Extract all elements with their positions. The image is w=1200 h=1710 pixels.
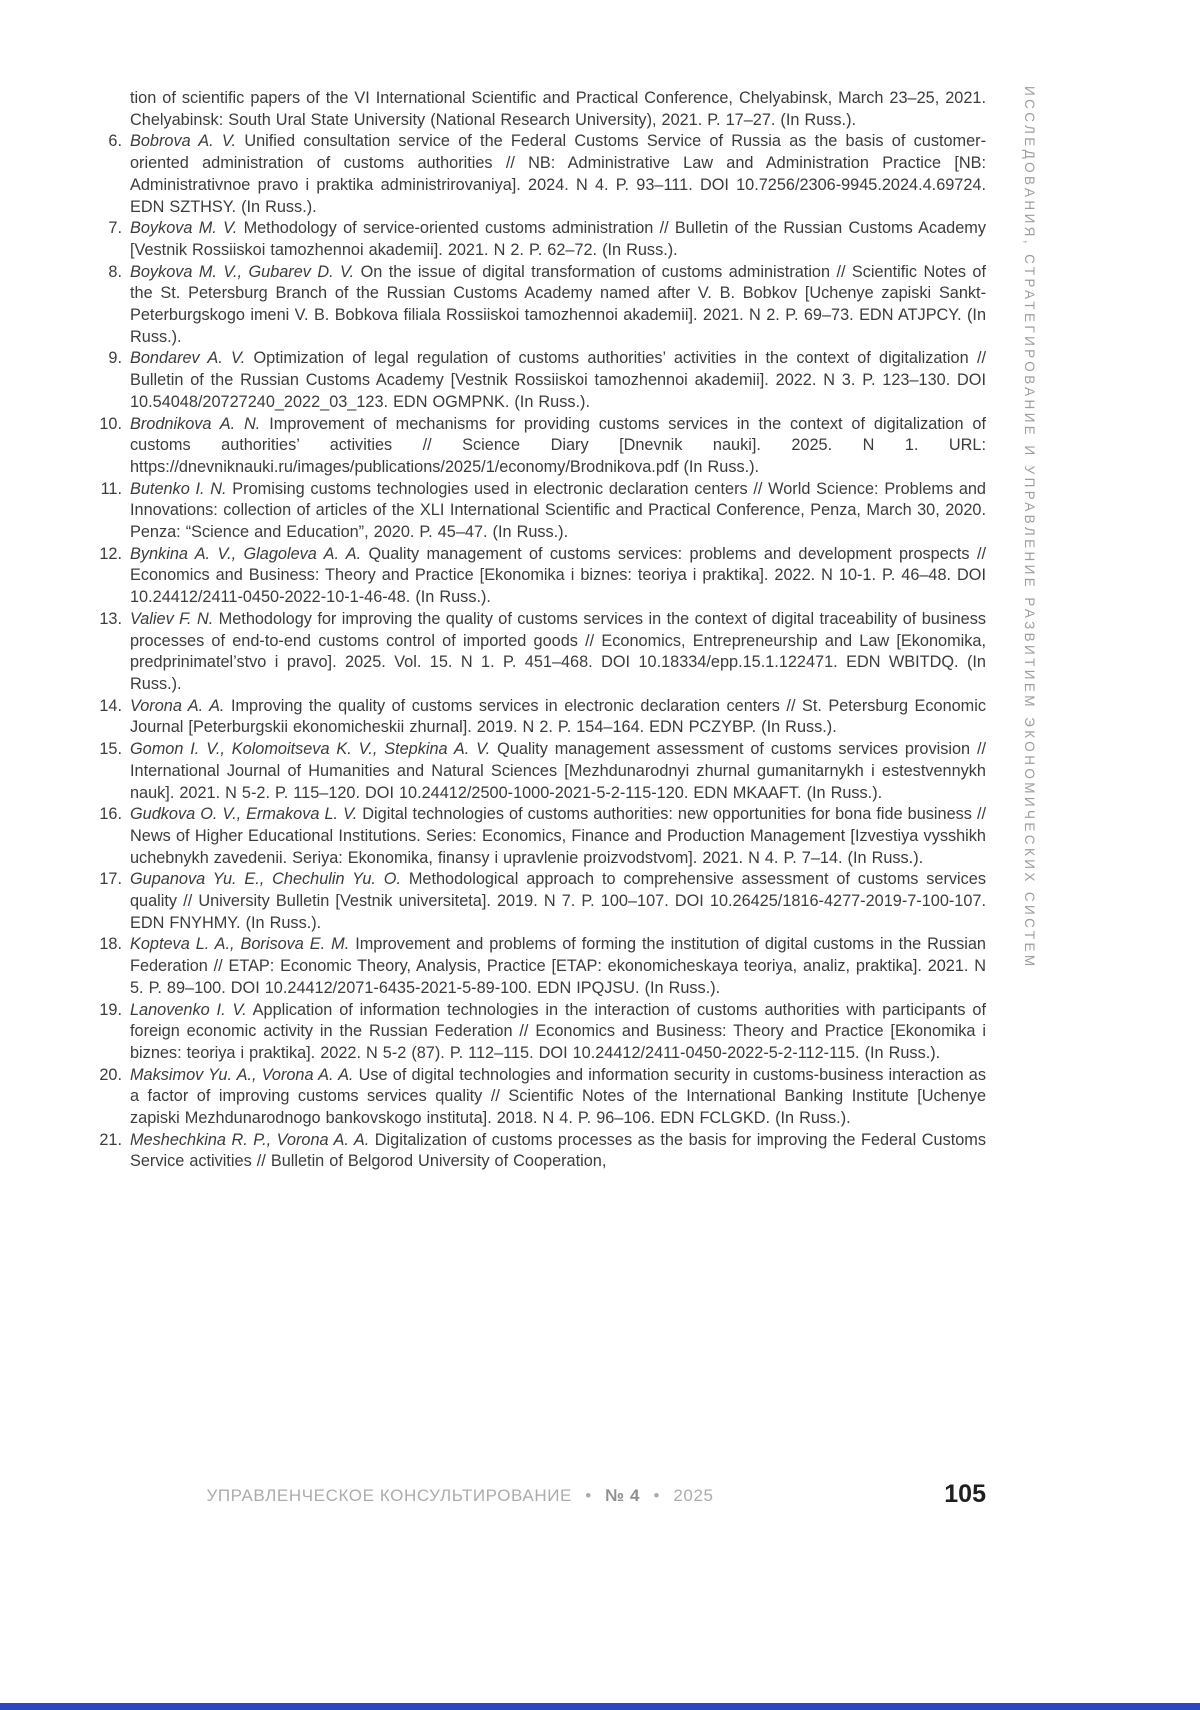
reference-text: Boykova M. V. Methodology of service-oriented customs administration // Bulletin of the Russian Customs Academy [Vestnik Rossiiskoi tamozhennoi akademii]. 2021. N 2. P. 62–72. (In Russ.).	[130, 219, 986, 259]
reference-number: 19.	[99, 1000, 122, 1019]
journal-title: УПРАВЛЕНЧЕСКОЕ КОНСУЛЬТИРОВАНИЕ	[206, 1486, 572, 1505]
reference-item	[94, 479, 986, 544]
reference-item	[94, 869, 986, 934]
reference-item	[94, 262, 986, 349]
reference-number: 20.	[99, 1065, 122, 1084]
reference-authors: Bondarev A. V.	[130, 349, 246, 368]
issue-year: 2025	[673, 1486, 714, 1505]
reference-item	[94, 348, 986, 413]
reference-authors: Gomon I. V., Kolomoitseva K. V., Stepkina A. V.	[130, 740, 491, 759]
section-sidebar-label: ИССЛЕДОВАНИЯ, СТРАТЕГИРОВАНИЕ И УПРАВЛЕНИЕ РАЗВИТИЕМ ЭКОНОМИЧЕСКИХ СИСТЕМ	[1022, 86, 1037, 970]
reference-item	[94, 218, 986, 261]
reference-number	[94, 88, 122, 131]
bottom-accent-bar	[0, 1703, 1200, 1710]
reference-authors: Meshechkina R. P., Vorona A. A.	[130, 1130, 370, 1149]
reference-text: Gupanova Yu. E., Chechulin Yu. O. Methodological approach to comprehensive assessment of customs services quality // University Bulletin [Vestnik universiteta]. 2019. N 7. P. 100–107. DOI 10.26425/1816-4277-2019-7-100-107. EDN FNYHMY. (In Russ.).	[130, 870, 986, 932]
reference-authors: Boykova M. V.	[130, 219, 238, 238]
reference-text: Valiev F. N. Methodology for improving the quality of customs services in the context of digital traceability of business processes of end-to-end customs control of imported goods // Economics, Entrepreneurship and Law [Ekonomika, predprinimatel’stvo i pravo]. 2025. Vol. 15. N 1. P. 451–468. DOI 10.18334/epp.15.1.122471. EDN WBITDQ. (In Russ.).	[130, 609, 987, 693]
reference-text: Boykova M. V., Gubarev D. V. On the issue of digital transformation of customs administration // Scientific Notes of the St. Petersburg Branch of the Russian Customs Academy named after V. B. Bobkov [Uchenye zapiski Sankt-Peterburgskogo imeni V. B. Bobkova filiala Rossiiskoi tamozhennoi akademii]. 2021. N 2. P. 69–73. EDN ATJPCY. (In Russ.).	[130, 262, 987, 346]
reference-text: Butenko I. N. Promising customs technologies used in electronic declaration centers // World Science: Problems and Innovations: collection of articles of the XLI International Scientific and Practical Conference, Penza, March 30, 2020. Penza: “Science and Education”, 2020. P. 45–47. (In Russ.).	[130, 479, 986, 542]
reference-item	[94, 1000, 986, 1065]
references-list	[94, 88, 986, 1173]
reference-authors: Gupanova Yu. E., Chechulin Yu. O.	[130, 870, 401, 889]
reference-number: 12.	[99, 544, 122, 563]
reference-number: 14.	[99, 696, 122, 715]
reference-authors: Brodnikova A. N.	[130, 414, 261, 433]
reference-item	[94, 804, 986, 869]
footer-journal-line	[94, 1486, 986, 1506]
reference-authors: Butenko I. N.	[130, 479, 227, 498]
reference-item	[94, 609, 986, 696]
reference-number: 15.	[99, 740, 122, 759]
reference-item	[94, 1065, 986, 1130]
reference-text: Kopteva L. A., Borisova E. M. Improvement and problems of forming the institution of digital customs in the Russian Federation // ETAP: Economic Theory, Analysis, Practice [ETAP: ekonomicheskaya teoriya, analiz, praktika]. 2021. N 5. P. 89–100. DOI 10.24412/2071-6435-2021-5-89-100. EDN IPQJSU. (In Russ.).	[130, 935, 986, 997]
reference-authors: Vorona A. A.	[130, 696, 225, 715]
issue-number: № 4	[605, 1486, 641, 1505]
reference-text: Bondarev A. V. Optimization of legal regulation of customs authorities’ activities in the context of digitalization // Bulletin of the Russian Customs Academy [Vestnik Rossiiskoi tamozhennoi akademii]. 2022. N 3. P. 123–130. DOI 10.54048/20727240_2022_03_123. EDN OGMPNK. (In Russ.).	[130, 349, 986, 411]
reference-authors: Gudkova O. V., Ermakova L. V.	[130, 805, 358, 824]
reference-number: 13.	[99, 609, 122, 628]
reference-authors: Valiev F. N.	[130, 609, 214, 628]
reference-text: Maksimov Yu. A., Vorona A. A. Use of digital technologies and information security in customs-business interaction as a factor of improving customs services quality // Scientific Notes of the International Banking Institute [Uchenye zapiski Mezhdunarodnogo bankovskogo instituta]. 2018. N 4. P. 96–106. EDN FCLGKD. (In Russ.).	[130, 1065, 986, 1128]
reference-number: 7.	[108, 219, 122, 238]
reference-item	[94, 131, 986, 218]
reference-text: Brodnikova A. N. Improvement of mechanisms for providing customs services in the context of digitalization of customs authorities’ activities // Science Diary [Dnevnik nauki]. 2025. N 1. URL: https://dnevniknauki.ru/images/publications/2025/1/economy/Brodnikova.pdf (In Russ.).	[130, 414, 987, 476]
reference-authors: Boykova M. V., Gubarev D. V.	[130, 262, 355, 281]
reference-number: 16.	[99, 805, 122, 824]
reference-number: 8.	[108, 262, 122, 281]
reference-text: Vorona A. A. Improving the quality of customs services in electronic declaration centers // St. Petersburg Economic Journal [Peterburgskii ekonomicheskii zhurnal]. 2019. N 2. P. 154–164. EDN PCZYBP. (In Russ.).	[130, 696, 986, 737]
reference-items	[94, 131, 986, 1173]
reference-text: Gomon I. V., Kolomoitseva K. V., Stepkina A. V. Quality management assessment of customs services provision // International Journal of Humanities and Natural Sciences [Mezhdunarodnyi zhurnal gumanitarnykh i estestvennykh nauk]. 2021. N 5-2. P. 115–120. DOI 10.24412/2500-1000-2021-5-2-115-120. EDN MKAAFT. (In Russ.).	[130, 740, 987, 802]
reference-authors: Lanovenko I. V.	[130, 1000, 247, 1019]
reference-number: 9.	[108, 349, 122, 368]
reference-authors: Maksimov Yu. A., Vorona A. A.	[130, 1065, 354, 1084]
reference-text: Bynkina A. V., Glagoleva A. A. Quality management of customs services: problems and development prospects // Economics and Business: Theory and Practice [Ekonomika i biznes: teoriya i praktika]. 2022. N 10-1. P. 46–48. DOI 10.24412/2411-0450-2022-10-1-46-48. (In Russ.).	[130, 544, 986, 607]
reference-item	[94, 934, 986, 999]
reference-authors: Bobrova A. V.	[130, 132, 237, 151]
reference-item	[94, 1130, 986, 1173]
reference-item	[94, 544, 986, 609]
reference-authors: Bynkina A. V., Glagoleva A. A.	[130, 544, 362, 563]
reference-number: 21.	[99, 1130, 122, 1149]
page-footer	[94, 1480, 986, 1508]
reference-continuation	[94, 88, 986, 131]
reference-item	[94, 414, 986, 479]
footer-separator: •	[653, 1486, 661, 1505]
reference-number: 6.	[108, 132, 122, 151]
reference-authors: Kopteva L. A., Borisova E. M.	[130, 935, 350, 954]
reference-number: 11.	[100, 479, 122, 498]
reference-item	[94, 696, 986, 739]
reference-text: Meshechkina R. P., Vorona A. A. Digitalization of customs processes as the basis for improving the Federal Customs Service activities // Bulletin of Belgorod University of Cooperation,	[130, 1130, 986, 1171]
reference-number: 17.	[99, 870, 122, 889]
reference-text: Lanovenko I. V. Application of information technologies in the interaction of customs authorities with participants of foreign economic activity in the Russian Federation // Economics and Business: Theory and Practice [Ekonomika i biznes: teoriya i praktika]. 2022. N 5-2 (87). P. 112–115. DOI 10.24412/2411-0450-2022-5-2-112-115. (In Russ.).	[130, 1000, 987, 1062]
footer-separator: •	[585, 1486, 592, 1505]
page-number: 105	[944, 1480, 986, 1508]
reference-text: Gudkova O. V., Ermakova L. V. Digital technologies of customs authorities: new opportunities for bona fide business // News of Higher Educational Institutions. Series: Economics, Finance and Production Management [Izvestiya vysshikh uchebnykh zavedenii. Seriya: Ekonomika, finansy i upravlenie proizvodstvom]. 2021. N 4. P. 7–14. (In Russ.).	[130, 805, 986, 867]
reference-number: 10.	[99, 414, 122, 433]
reference-number: 18.	[99, 935, 122, 954]
reference-text: Bobrova A. V. Unified consultation service of the Federal Customs Service of Russia as the basis of customer-oriented administration of customs authorities // NB: Administrative Law and Administration Practice [NB: Administrativnoe pravo i praktika administrirovaniya]. 2024. N 4. P. 93–111. DOI 10.7256/2306-9945.2024.4.69724. EDN SZTHSY. (In Russ.).	[130, 132, 986, 216]
reference-item	[94, 739, 986, 804]
reference-text: tion of scientific papers of the VI International Scientific and Practical Conference, Chelyabinsk, March 23–25, 2021. Chelyabinsk: South Ural State University (National Research University), 2021. P. 17–27. (In Russ.).	[130, 89, 986, 129]
